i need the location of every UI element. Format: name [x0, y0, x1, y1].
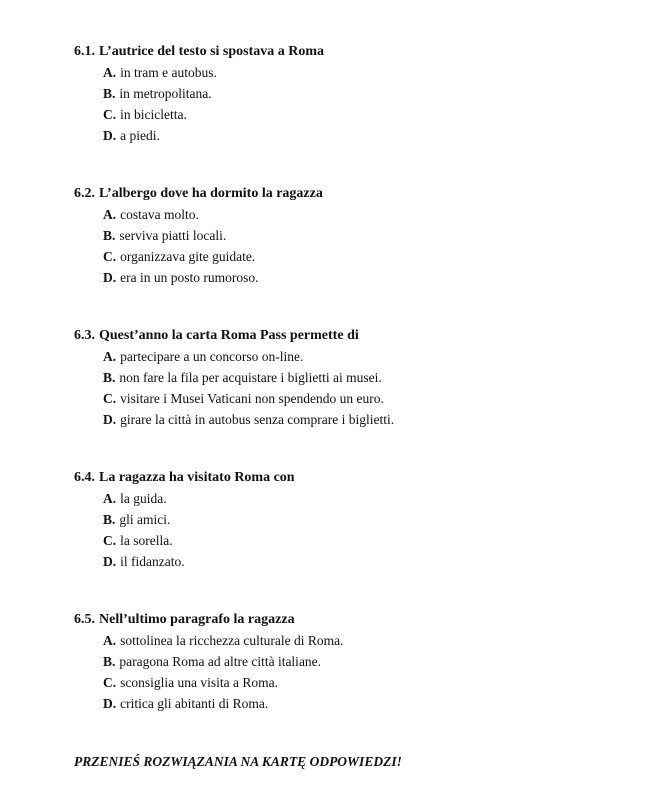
option-letter: C. [103, 391, 117, 406]
option-text: sconsiglia una visita a Roma. [120, 675, 278, 690]
answer-option-b[interactable] [103, 367, 634, 388]
question-title [74, 467, 634, 488]
question-number: 6.1. [74, 44, 95, 59]
option-text: girare la città in autobus senza comprare i biglietti. [120, 412, 395, 427]
question-6-5 [74, 609, 634, 714]
option-letter: B. [103, 86, 116, 101]
answer-option-d[interactable] [103, 125, 634, 146]
option-text: partecipare a un concorso on-line. [120, 349, 304, 364]
option-text: organizzava gite guidate. [120, 249, 256, 264]
option-text: era in un posto rumoroso. [120, 270, 259, 285]
answer-option-c[interactable] [103, 530, 634, 551]
answer-option-b[interactable] [103, 83, 634, 104]
question-text: L’albergo dove ha dormito la ragazza [99, 186, 323, 201]
option-text: la sorella. [120, 533, 173, 548]
option-letter: D. [103, 270, 117, 285]
answer-option-d[interactable] [103, 693, 634, 714]
answer-option-b[interactable] [103, 509, 634, 530]
question-title [74, 609, 634, 630]
question-6-2 [74, 183, 634, 288]
option-letter: D. [103, 554, 117, 569]
question-title [74, 325, 634, 346]
option-text: paragona Roma ad altre città italiane. [119, 654, 322, 669]
question-number: 6.5. [74, 612, 95, 627]
answer-option-a[interactable] [103, 204, 634, 225]
question-title [74, 41, 634, 62]
answer-option-a[interactable] [103, 630, 634, 651]
option-text: il fidanzato. [120, 554, 185, 569]
option-letter: A. [103, 207, 117, 222]
question-number: 6.3. [74, 328, 95, 343]
option-text: la guida. [120, 491, 167, 506]
option-letter: C. [103, 249, 117, 264]
option-letter: B. [103, 512, 116, 527]
option-letter: A. [103, 349, 117, 364]
answer-option-b[interactable] [103, 651, 634, 672]
answer-option-d[interactable] [103, 551, 634, 572]
option-letter: C. [103, 107, 117, 122]
question-text: Quest’anno la carta Roma Pass permette di [99, 328, 359, 343]
answer-options [74, 204, 634, 288]
question-text: Nell’ultimo paragrafo la ragazza [99, 612, 295, 627]
option-text: sottolinea la ricchezza culturale di Roma. [120, 633, 344, 648]
question-6-4 [74, 467, 634, 572]
transfer-answers-instruction: PRZENIEŚ ROZWIĄZANIA NA KARTĘ ODPOWIEDZI! [74, 754, 402, 769]
option-text: gli amici. [119, 512, 171, 527]
question-6-1 [74, 41, 634, 146]
option-text: in bicicletta. [120, 107, 187, 122]
answer-option-c[interactable] [103, 246, 634, 267]
option-text: critica gli abitanti di Roma. [120, 696, 269, 711]
option-letter: B. [103, 228, 116, 243]
option-text: a piedi. [120, 128, 160, 143]
option-letter: C. [103, 675, 117, 690]
option-letter: A. [103, 633, 117, 648]
answer-option-a[interactable] [103, 62, 634, 83]
option-text: visitare i Musei Vaticani non spendendo un euro. [120, 391, 384, 406]
answer-option-a[interactable] [103, 488, 634, 509]
question-number: 6.2. [74, 186, 95, 201]
option-letter: D. [103, 696, 117, 711]
answer-options [74, 488, 634, 572]
option-text: in tram e autobus. [120, 65, 217, 80]
answer-option-c[interactable] [103, 672, 634, 693]
option-letter: D. [103, 128, 117, 143]
option-letter: D. [103, 412, 117, 427]
option-text: serviva piatti locali. [119, 228, 227, 243]
answer-option-c[interactable] [103, 104, 634, 125]
answer-option-c[interactable] [103, 388, 634, 409]
option-letter: A. [103, 491, 117, 506]
option-text: in metropolitana. [119, 86, 212, 101]
answer-option-d[interactable] [103, 409, 634, 430]
question-number: 6.4. [74, 470, 95, 485]
answer-option-b[interactable] [103, 225, 634, 246]
option-letter: A. [103, 65, 117, 80]
answer-options [74, 62, 634, 146]
option-text: costava molto. [120, 207, 199, 222]
option-letter: C. [103, 533, 117, 548]
question-text: L’autrice del testo si spostava a Roma [99, 44, 325, 59]
answer-options [74, 630, 634, 714]
question-text: La ragazza ha visitato Roma con [99, 470, 295, 485]
option-letter: B. [103, 654, 116, 669]
question-6-3 [74, 325, 634, 430]
option-text: non fare la fila per acquistare i biglietti ai musei. [119, 370, 382, 385]
question-title [74, 183, 634, 204]
answer-option-a[interactable] [103, 346, 634, 367]
option-letter: B. [103, 370, 116, 385]
answer-option-d[interactable] [103, 267, 634, 288]
answer-options [74, 346, 634, 430]
